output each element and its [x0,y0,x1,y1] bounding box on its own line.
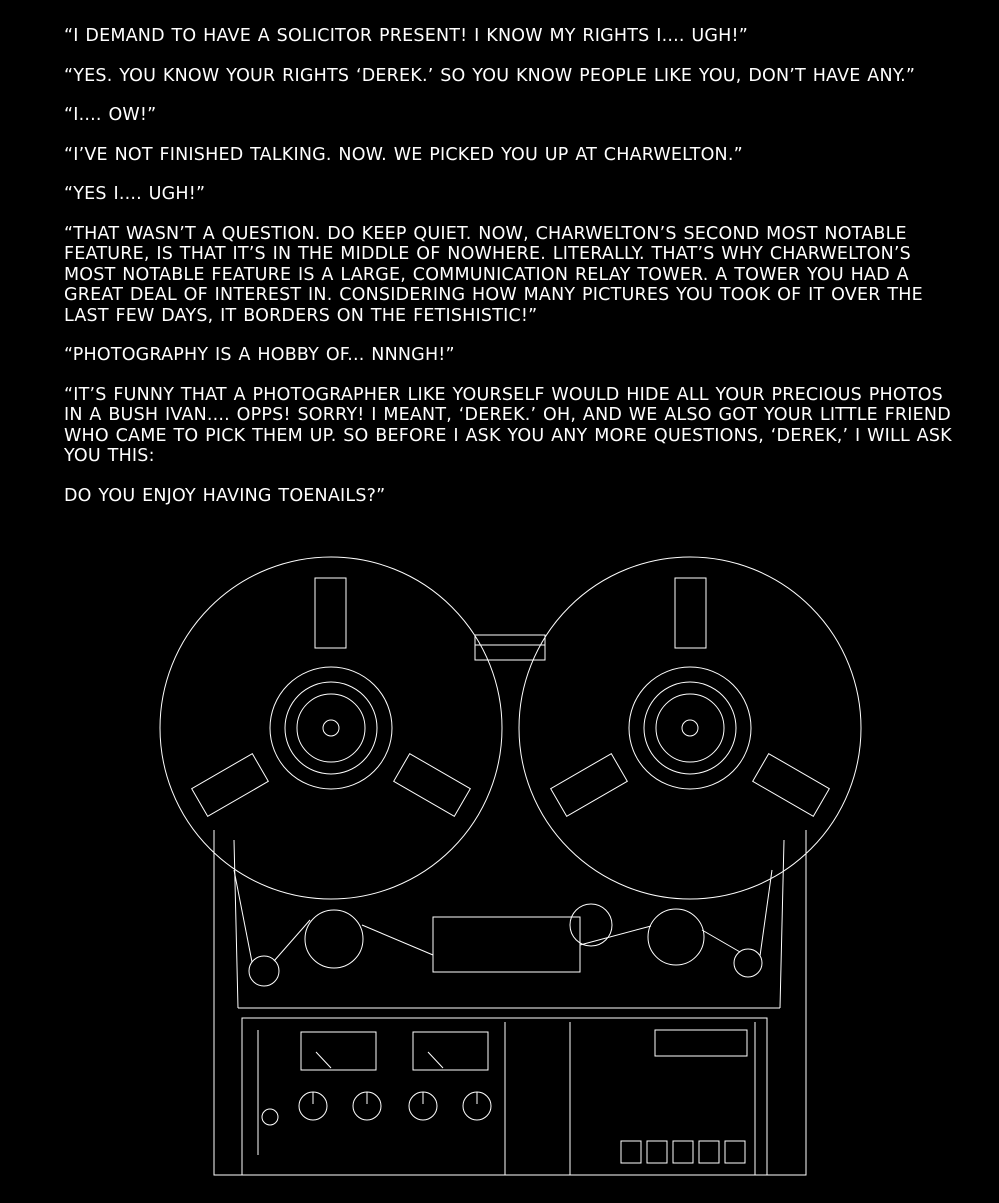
dialogue-line-9: DO YOU ENJOY HAVING TOENAILS?” [64,485,386,506]
dialogue-line-3: “I.... OW!” [64,105,157,125]
left-reel [160,557,502,899]
dialogue-line-5: “YES I.... UGH!” [64,184,206,204]
dialogue-line-2: “YES. YOU KNOW YOUR RIGHTS ‘DEREK.’ SO YOU KNOW PEOPLE LIKE YOU, DON’T HAVE ANY.” [64,65,916,86]
dialogue-line-6: “THAT WASN’T A QUESTION. DO KEEP QUIET. NOW, CHARWELTON’S SECOND MOST NOTABLE FEATURE, IS THAT IT’S IN THE MIDDLE OF NOWHERE. LITERALLY. THAT’S WHY CHARWELTON’S MOST NOTABLE FEATURE IS A LARGE, COMMUNICATION RELAY TOWER. A TOWER YOU HAD A GREAT DEAL OF INTEREST IN. CONSIDERING HOW MANY PICTURES YOU TOOK OF IT OVER THE LAST FEW DAYS, IT BORDERS ON THE FETISHISTIC!” [64,223,923,326]
control-panel [242,1018,767,1175]
dialogue-line-7: “PHOTOGRAPHY IS A HOBBY OF... NNNGH!” [64,345,455,365]
right-reel [519,557,861,899]
dialogue-line-4: “I’VE NOT FINISHED TALKING. NOW. WE PICKED YOU UP AT CHARWELTON.” [64,144,743,165]
tape-path [234,870,772,986]
dialogue-line-8: “IT’S FUNNY THAT A PHOTOGRAPHER LIKE YOURSELF WOULD HIDE ALL YOUR PRECIOUS PHOTOS IN A BUSH IVAN.... OPPS! SORRY! I MEANT, ‘DEREK.’ OH, AND WE ALSO GOT YOUR LITTLE FRIEND WHO CAME TO PICK THEM UP. SO BEFORE I ASK YOU ANY MORE QUESTIONS, ‘DEREK,’ I WILL ASK YOU THIS: [64,384,952,466]
recorder-cabinet [214,635,806,1175]
dialogue-line-1: “I DEMAND TO HAVE A SOLICITOR PRESENT! I KNOW MY RIGHTS I.... UGH!” [64,26,749,46]
